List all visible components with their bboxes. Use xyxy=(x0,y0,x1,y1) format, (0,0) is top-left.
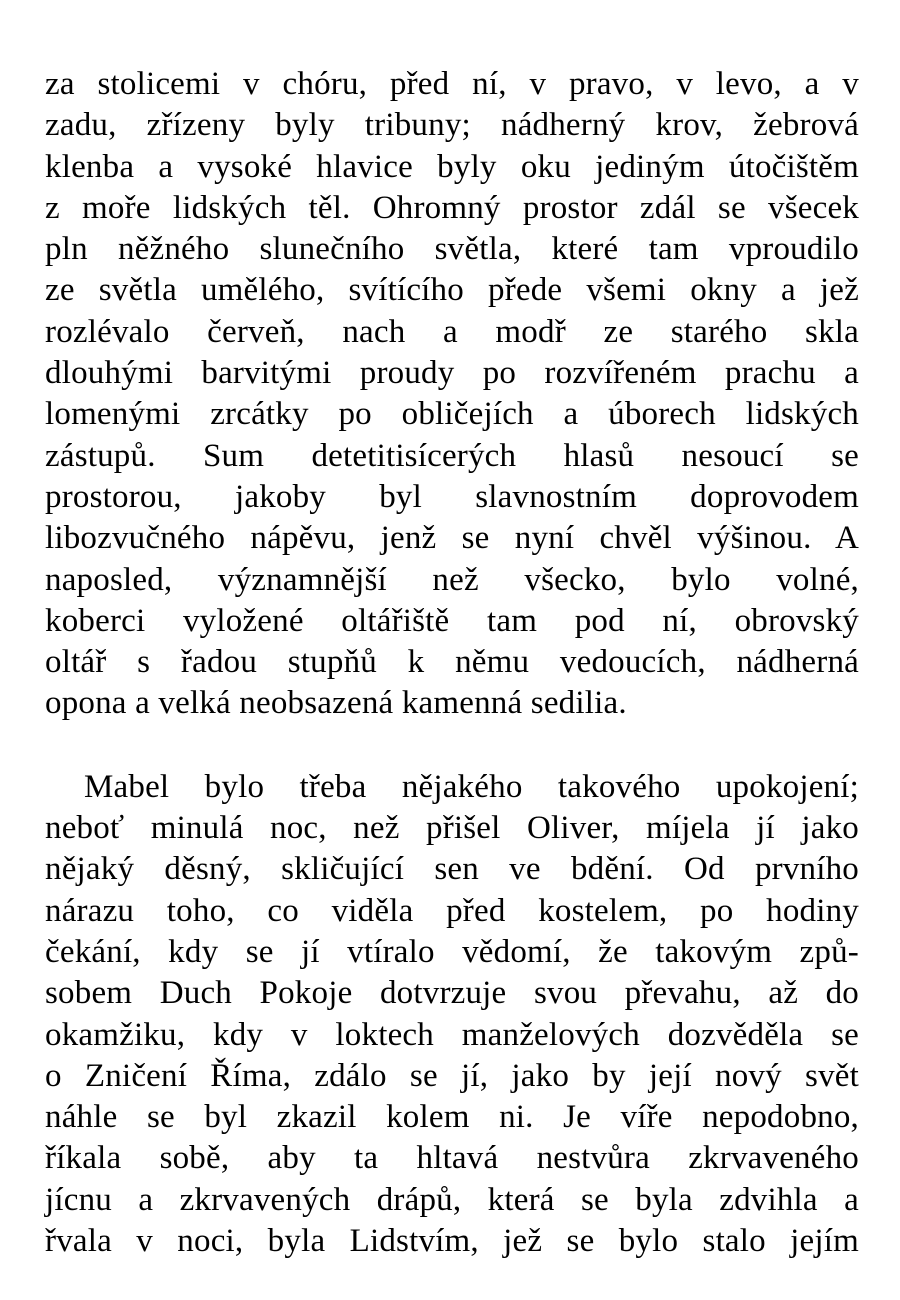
text-line: oltář s řadou stupňů k němu vedoucích, nádherná xyxy=(45,644,859,681)
text-line: dlouhými barvitými proudy po rozvířeném prachu a xyxy=(45,355,859,392)
text-line: jícnu a zkrvavených drápů, která se byla zdvihla a xyxy=(45,1181,859,1218)
text-line: zástupů. Sum detetitisícerých hlasů nesoucí se xyxy=(45,437,859,474)
text-line: o Zničení Říma, zdálo se jí, jako by její nový svět xyxy=(45,1057,859,1094)
paragraph-1 xyxy=(45,64,859,725)
text-line: prostorou, jakoby byl slavnostním doprovodem xyxy=(45,478,859,515)
book-page xyxy=(45,64,859,1262)
text-line: náhle se byl zkazil kolem ni. Je víře nepodobno, xyxy=(45,1099,859,1136)
text-line: koberci vyložené oltářiště tam pod ní, obrovský xyxy=(45,602,859,639)
text-line: z moře lidských těl. Ohromný prostor zdál se všecek xyxy=(45,189,859,226)
text-line: za stolicemi v chóru, před ní, v pravo, v levo, a v xyxy=(45,66,859,102)
text-line: naposled, významnější než všecko, bylo volné, xyxy=(45,561,859,598)
text-line: opona a velká neobsazená kamenná sedilia. xyxy=(45,685,627,722)
text-line: nějaký děsný, skličující sen ve bdění. Od prvního xyxy=(45,851,859,888)
text-line: nárazu toho, co viděla před kostelem, po hodiny xyxy=(45,892,859,929)
text-line: zadu, zřízeny byly tribuny; nádherný krov, žebrová xyxy=(45,107,859,144)
text-line: rozlévalo červeň, nach a modř ze starého skla xyxy=(45,313,859,350)
text-line: ze světla umělého, svítícího přede všemi okny a jež xyxy=(45,272,859,309)
text-line: libozvučného nápěvu, jenž se nyní chvěl výšinou. A xyxy=(45,520,859,557)
text-line: pln něžného slunečního světla, které tam vproudilo xyxy=(45,231,859,268)
text-line: říkala sobě, aby ta hltavá nestvůra zkrvaveného xyxy=(45,1140,859,1177)
text-line: Mabel bylo třeba nějakého takového upokojení; xyxy=(84,768,859,805)
paragraph-break xyxy=(45,725,859,767)
text-line: okamžiku, kdy v loktech manželových dozvěděla se xyxy=(45,1016,859,1053)
text-line: neboť minulá noc, než přišel Oliver, míjela jí jako xyxy=(45,810,859,847)
paragraph-2 xyxy=(45,767,859,1263)
text-line: řvala v noci, byla Lidstvím, jež se bylo stalo jejím xyxy=(45,1223,859,1260)
text-line: lomenými zrcátky po obličejích a úborech lidských xyxy=(45,396,859,433)
text-line: čekání, kdy se jí vtíralo vědomí, že takovým způ- xyxy=(45,933,859,970)
text-line: klenba a vysoké hlavice byly oku jediným útočištěm xyxy=(45,148,859,185)
text-line: sobem Duch Pokoje dotvrzuje svou převahu, až do xyxy=(45,975,859,1012)
